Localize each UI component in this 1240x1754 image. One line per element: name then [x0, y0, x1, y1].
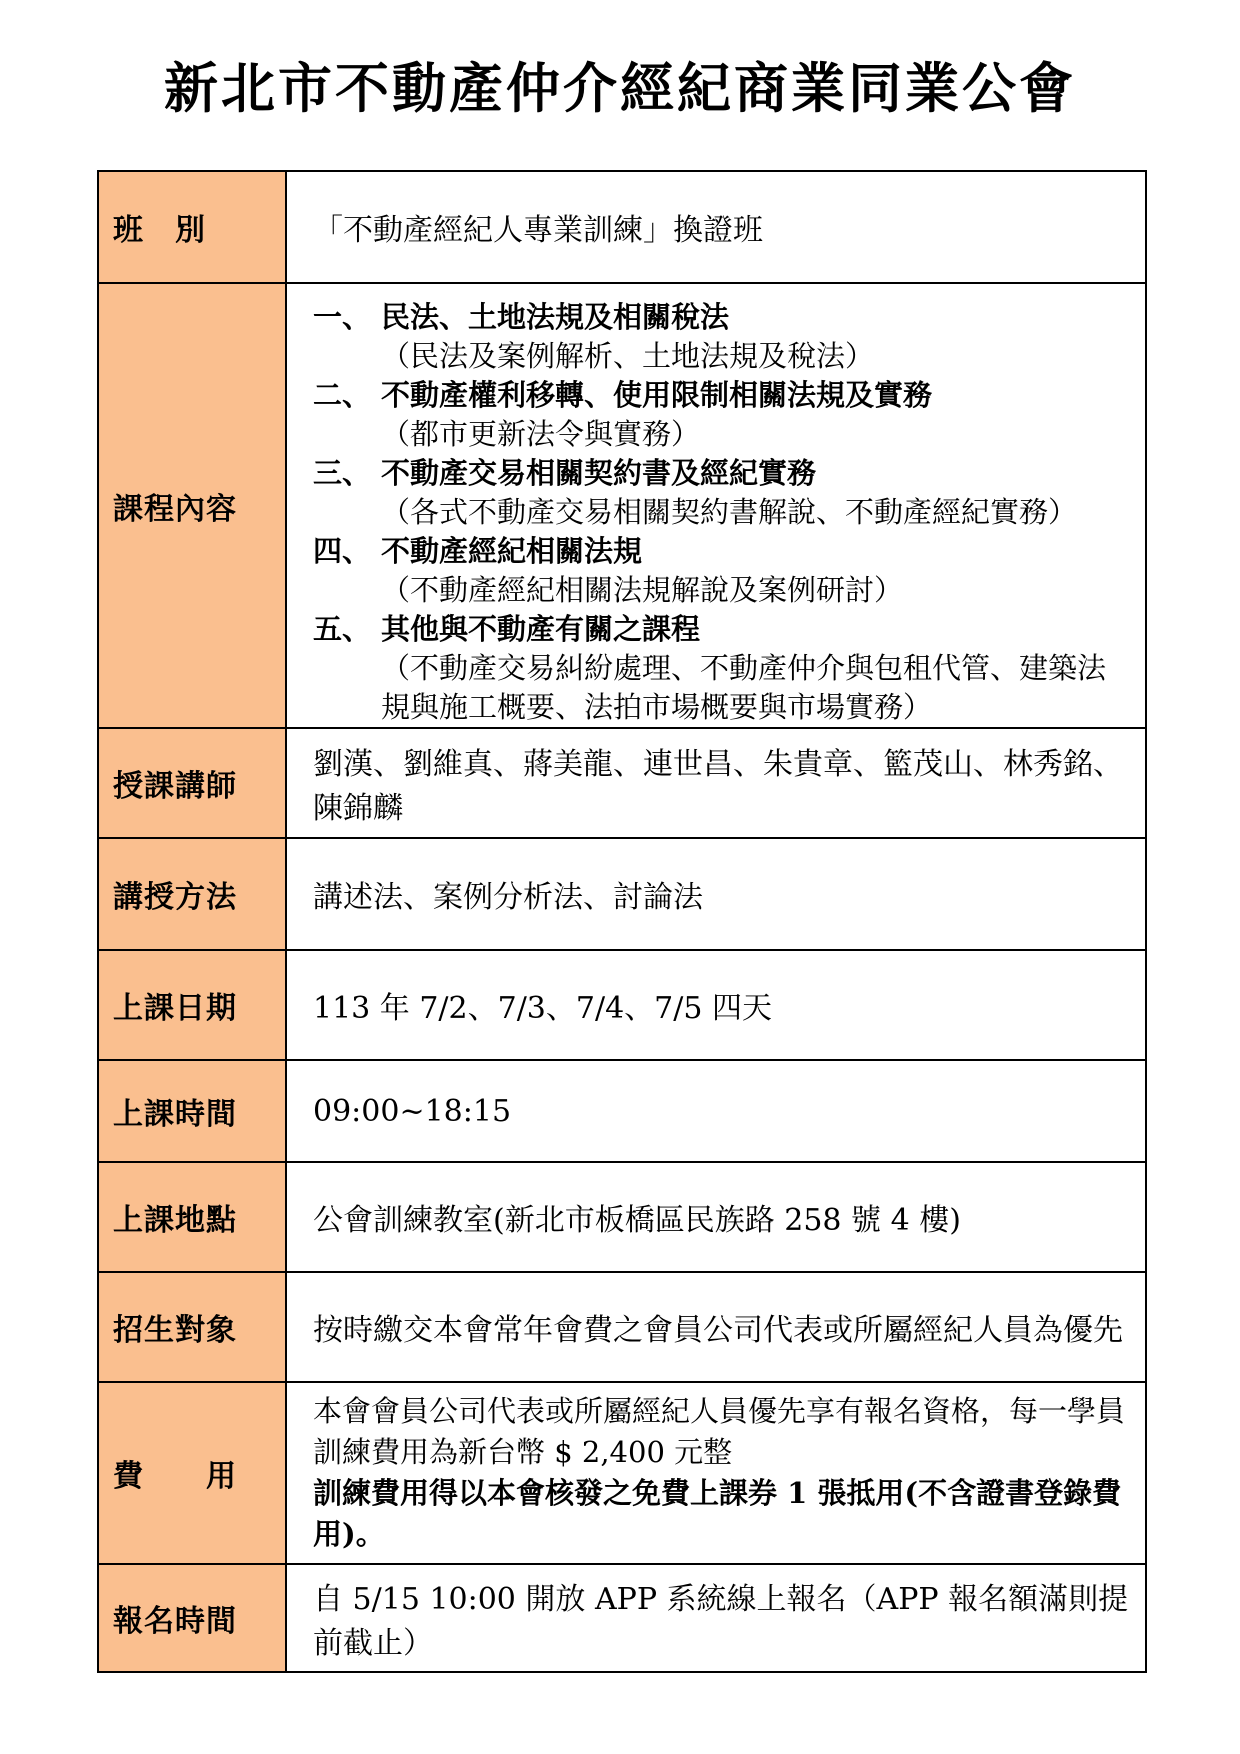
course-item-subtitle: （不動產經紀相關法規解說及案例研討）: [381, 573, 904, 607]
table-row: [98, 838, 1146, 950]
course-item: [313, 376, 1129, 454]
course-item-title: 不動產經紀相關法規: [381, 534, 643, 568]
course-item-number: 三、: [313, 456, 372, 490]
table-row: [98, 1382, 1146, 1564]
course-item: [313, 610, 1129, 727]
fee-label: 費 用: [98, 1382, 286, 1564]
fee-text-normal: 本會會員公司代表或所屬經紀人員優先享有報名資格，每一學員訓練費用為新台幣 $ 2,400 元整: [313, 1394, 1126, 1469]
table-row: [98, 283, 1146, 728]
table-row: [98, 171, 1146, 283]
class-type-label: 班 別: [98, 171, 286, 283]
course-item: [313, 298, 1129, 376]
class-type-value: 「不動產經紀人專業訓練」換證班: [286, 171, 1146, 283]
class-location-value: 公會訓練教室(新北市板橋區民族路 258 號 4 樓): [286, 1162, 1146, 1272]
course-item-number: 四、: [313, 534, 372, 568]
fee-value: [286, 1382, 1146, 1564]
class-time-label: 上課時間: [98, 1060, 286, 1162]
page-title: 新北市不動產仲介經紀商業同業公會: [164, 56, 1076, 120]
course-item-title: 不動產交易相關契約書及經紀實務: [381, 456, 817, 490]
course-item: [313, 532, 1129, 610]
course-item-subtitle: （各式不動產交易相關契約書解說、不動產經紀實務）: [381, 495, 1078, 529]
course-item-number: 五、: [313, 612, 372, 646]
course-content-value: [286, 283, 1146, 728]
table-row: [98, 1162, 1146, 1272]
lecturers-label: 授課講師: [98, 728, 286, 838]
course-item-title: 不動產權利移轉、使用限制相關法規及實務: [381, 378, 933, 412]
enrollment-target-value: 按時繳交本會常年會費之會員公司代表或所屬經紀人員為優先: [286, 1272, 1146, 1382]
course-info-table: [97, 170, 1147, 1673]
registration-time-value: 自 5/15 10:00 開放 APP 系統線上報名（APP 報名額滿則提前截止）: [286, 1564, 1146, 1672]
teaching-method-label: 講授方法: [98, 838, 286, 950]
lecturers-value: 劉漢、劉維真、蔣美龍、連世昌、朱貴章、籃茂山、林秀銘、陳錦麟: [286, 728, 1146, 838]
fee-text-bold: 訓練費用得以本會核發之免費上課券 1 張抵用(不含證書登錄費用)。: [313, 1476, 1122, 1551]
registration-time-label: 報名時間: [98, 1564, 286, 1672]
course-content-label: 課程內容: [98, 283, 286, 728]
course-item-title: 其他與不動產有關之課程: [381, 612, 701, 646]
course-item-title: 民法、土地法規及相關稅法: [381, 300, 730, 334]
table-row: [98, 1272, 1146, 1382]
enrollment-target-label: 招生對象: [98, 1272, 286, 1382]
table-row: [98, 950, 1146, 1060]
class-date-value: 113 年 7/2、7/3、7/4、7/5 四天: [286, 950, 1146, 1060]
table-row: [98, 1564, 1146, 1672]
course-item-number: 二、: [313, 378, 372, 412]
table-row: [98, 1060, 1146, 1162]
class-location-label: 上課地點: [98, 1162, 286, 1272]
course-item-subtitle: （不動產交易糾紛處理、不動產仲介與包租代管、建築法規與施工概要、法拍市場概要與市場實務）: [381, 651, 1107, 724]
class-date-label: 上課日期: [98, 950, 286, 1060]
table-row: [98, 728, 1146, 838]
course-item-number: 一、: [313, 300, 372, 334]
teaching-method-value: 講述法、案例分析法、討論法: [286, 838, 1146, 950]
class-time-value: 09:00~18:15: [286, 1060, 1146, 1162]
course-item-subtitle: （民法及案例解析、土地法規及稅法）: [381, 339, 875, 373]
course-item-subtitle: （都市更新法令與實務）: [381, 417, 701, 451]
course-item: [313, 454, 1129, 532]
